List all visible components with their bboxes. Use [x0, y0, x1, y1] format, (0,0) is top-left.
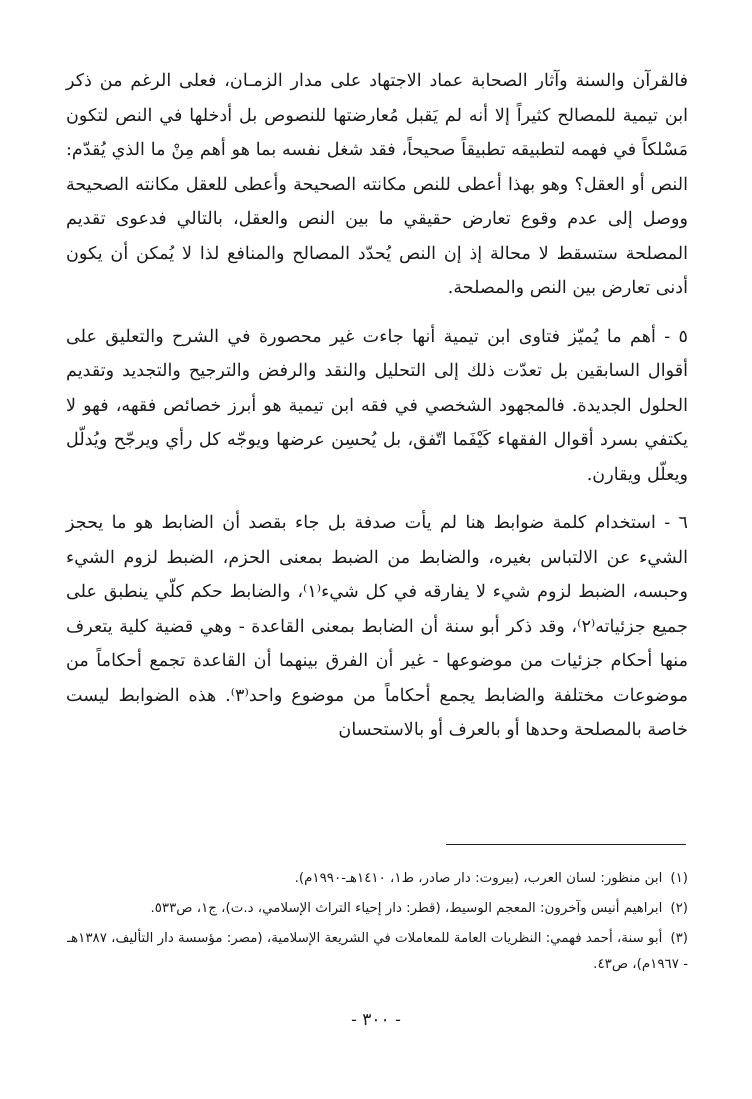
footnote-text: أبو سنة، أحمد فهمي: النظريات العامة للمعاملات في الشريعة الإسلامية، (مصر: مؤسسة دار التأليف، ١٣٨٧هـ - ١٩٦٧م)، ص٤٣. [67, 931, 688, 972]
body-text [66, 64, 688, 748]
footnote [66, 926, 688, 978]
footnote-number: (٢) [670, 901, 688, 916]
footnotes [66, 866, 688, 982]
footnote-text: ابراهيم أنيس وآخرون: المعجم الوسيط، (قطر: دار إحياء التراث الإسلامي، د.ت)، ج١، ص٥٣٣. [150, 901, 663, 916]
footnote-number: (١) [670, 871, 688, 886]
paragraph-point-5: ٥ - أهم ما يُميّز فتاوى ابن تيمية أنها جاءت غير محصورة في الشرح والتعليق على أقوال السابقين بل تعدّت ذلك إلى التحليل والنقد والرفض والترجيح والتجديد وتقديم الحلول الجديدة. فالمجهود الشخصي في فقه ابن تيمية هو أبرز خصائص فقهه، فهو لا يكتفي بسرد أقوال الفقهاء كَيْفَما اتّفق، بل يُحسِن عرضها ويوجّه كل رأي ويرجّح ويُدلّل ويعلّل ويقارن. [66, 326, 688, 485]
footnote [66, 866, 688, 892]
footnote-text: ابن منظور: لسان العرب، (بيروت: دار صادر، ط١، ١٤١٠هـ-١٩٩٠م). [294, 871, 663, 886]
page-number: - ٣٠٠ - [351, 1010, 401, 1030]
footnote-number: (٣) [670, 931, 688, 946]
paragraph-continuation: فالقرآن والسنة وآثار الصحابة عماد الاجتهاد على مدار الزمـان، فعلى الرغم من ذكر ابن تيمية للمصالح كثيراً إلا أنه لم يَقبل مُعارضتها للنصوص بل أدخلها في النص لتكون مَسْلكاً في فهمه لتطبيقه تطبيقاً صحيحاً، فقد شغل نفسه بما هو أهم مِنْ ما الذي يُقدّم: النص أو العقل؟ وهو بهذا أعطى للنص مكانته الصحيحة وأعطى للعقل مكانته الصحيحة ووصل إلى عدم وقوع تعارض حقيقي ما بين النص والعقل، بالتالي فدعوى تقديم المصلحة ستسقط لا محالة إذ إن النص يُحدّد المصالح والمنافع لذا لا يُمكن أن يكون أدنى تعارض بين النص والمصلحة. [66, 71, 688, 298]
paragraph-point-6: ٦ - استخدام كلمة ضوابط هنا لم يأت صدفة بل جاء بقصد أن الضابط هو ما يحجز الشيء عن الالتباس بغيره، والضابط من الضبط بمعنى الحزم، الضبط لزوم الشيء وحبسه، الضبط لزوم شيء لا يفارقه في كل شيء⁽١⁾، والضابط حكم كلّي ينطبق على جميع جزئياته⁽٢⁾، وقد ذكر أبو سنة أن الضابط بمعنى القاعدة - وهي قضية كلية يتعرف منها أحكام جزئيات من موضوعها - غير أن الفرق بينهما أن القاعدة تجمع أحكاماً من موضوعات مختلفة والضابط يجمع أحكاماً من موضوع واحد⁽٣⁾. هذه الضوابط ليست خاصة بالمصلحة وحدها أو بالعرف أو بالاستحسان [66, 513, 688, 740]
footnote-separator [446, 844, 686, 845]
footnote [66, 896, 688, 922]
